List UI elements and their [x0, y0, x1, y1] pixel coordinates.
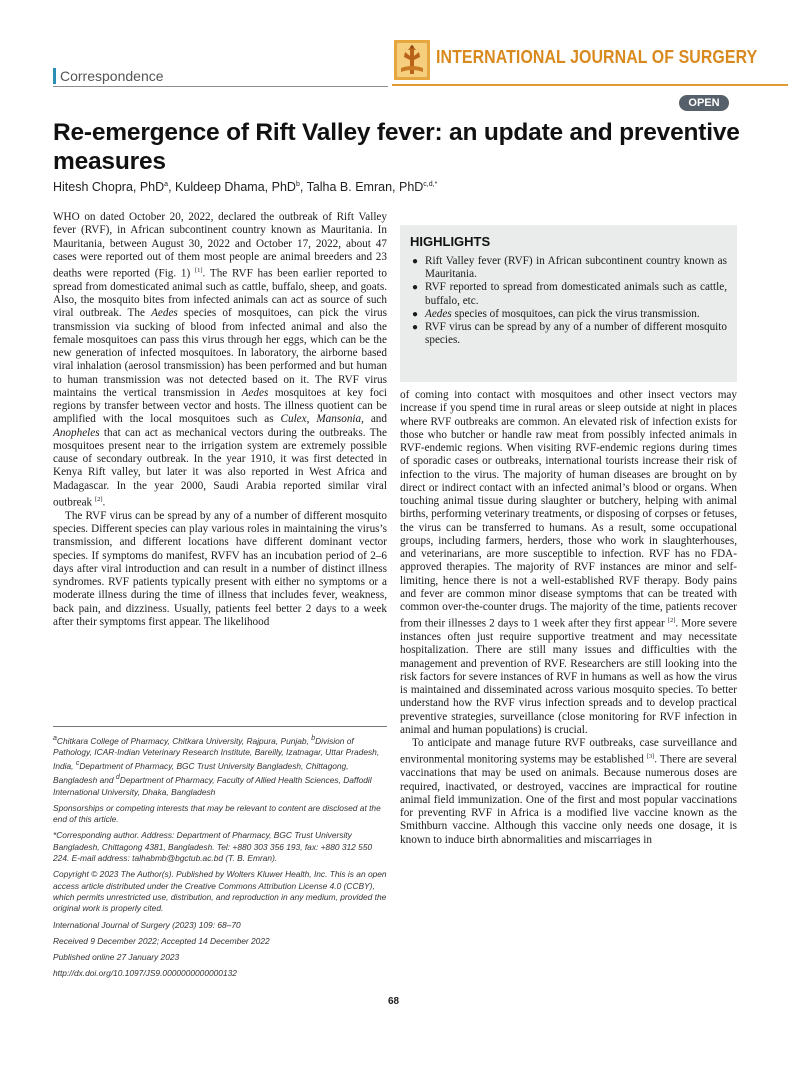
header-rule [392, 84, 788, 86]
text-run: The RVF virus can be spread by any of a number of different mosquito species. Different species can play various roles in maintaining the virus’s transmission, and different locations have different dominant vector species. If symptoms do manifest, RVFV has an incubation period of 2–6 days after viral introduction and can result in a number of distinct illness syndromes. RVF patients typically present with either no symptoms or a moderate illness during the time of illness that includes fever, weakness, back pain, and dizziness. Usually, patients feel better 2 days to a week after their symptoms first appear. The likelihood [53, 509, 387, 628]
text-run: . More severe instances often just require supportive treatment and may necessitate hospitalization. There are still many issues and difficulties with the management and prevention of RVF. Researchers are still looking into the risk factors for severe instances of RVF in humans as well as how the virus is maintained and disseminated across various mosquito species. To better understand how the RVF virus infection spreads and to develop practical preventive strategies, surveillance (close monitoring for RVF infection in animal and human populations) is crucial. [400, 617, 737, 736]
citation-ref[interactable]: a [53, 735, 57, 742]
author-name: Hitesh Chopra, PhD [53, 180, 165, 194]
footnote-rule [53, 726, 387, 727]
author-name: Kuldeep Dhama, PhD [175, 180, 296, 194]
highlight-text: Rift Valley fever (RVF) in African subcontinent country known as Mauritania. [425, 255, 727, 281]
bullet-icon: ● [412, 308, 419, 320]
body-paragraph [400, 737, 737, 847]
citation-ref[interactable]: [2] [667, 617, 676, 625]
author-affiliation-mark: a [164, 180, 169, 188]
text-run: , [306, 413, 317, 426]
text-run: Department of Pharmacy, BGC Trust University Bangladesh, Chittagong, Bangladesh and [53, 761, 349, 786]
article-title: Re-emergence of Rift Valley fever: an update and preventive measures [53, 119, 740, 175]
sponsorship-note: Sponsorships or competing interests that may be relevant to content are disclosed at the end of this article. [53, 802, 381, 825]
section-label: Correspondence [60, 68, 164, 84]
text-run: . [102, 496, 106, 509]
highlights-box [400, 225, 737, 382]
received-line: Received 9 December 2022; Accepted 14 December 2022 [53, 935, 270, 946]
text-run: that can act as mechanical vectors during the outbreaks. The mosquitoes present near to the irrigation system are extremely possible cause of secondary outbreak. In the year 1910, it was first detected in Kenya Rift valley, but later it was also reported in West Africa and Madagascar. In the year 2000, Saudi Arabia reported similar viral outbreak [53, 426, 387, 509]
text-run: To anticipate and manage future RVF outbreaks, case surveillance and environmental monitoring systems may be established [400, 737, 737, 767]
author-separator: , [299, 180, 307, 194]
author-list [53, 180, 753, 194]
section-accent-bar [53, 68, 56, 84]
italic-term: Aedes [241, 386, 269, 399]
journal-crest-icon [392, 38, 432, 82]
citation-ref[interactable]: [2] [94, 495, 103, 503]
text-run: . The RVF has been earlier reported to spread from domesticated animal such as cattle, buffalo, sheep, and goats. Also, the mosquito bites from infected animals can act as source of such viral outbreak. The [53, 267, 387, 320]
page-number: 68 [388, 996, 400, 1007]
published-line: Published online 27 January 2023 [53, 952, 180, 963]
copyright-note: Copyright © 2023 The Author(s). Published by Wolters Kluwer Health, Inc. This is an open access article distributed under the Creative Commons Attribution License 4.0 (CCBY), which permits unrestricted use, distribution, and reproduction in any medium, provided the original work is properly cited. [53, 869, 387, 914]
bullet-icon: ● [412, 282, 419, 294]
bullet-icon: ● [412, 322, 419, 334]
author-affiliation-mark: b [295, 180, 300, 188]
italic-term: Aedes [425, 307, 452, 320]
citation-ref[interactable]: c [75, 760, 80, 768]
text-run: mosquitoes at key foci regions by transfer between vector and hosts. The illness quotient can be amplified with the local mosquitoes such as [53, 386, 387, 426]
highlight-item [410, 281, 727, 307]
section-rule [53, 86, 388, 87]
author-name: Talha B. Emran, PhD [306, 180, 424, 194]
italic-term: Mansonia [316, 413, 362, 426]
text-run: WHO on dated October 20, 2022, declared the outbreak of Rift Valley fever (RVF), in African subcontinent country known as Mauritania. In Mauritania, between August 30, 2022 and October 17, 2022, about 47 cases were reported out of them most people are animal breeders and 23 deaths were reported (Fig. 1) [53, 211, 387, 280]
body-paragraph [53, 211, 387, 510]
citation-ref[interactable]: [1] [194, 267, 203, 274]
highlights-list [410, 255, 727, 347]
corresponding-author: *Corresponding author. Address: Department of Pharmacy, BGC Trust University Bangladesh, Chittagong 4381, Bangladesh. Tel: +880 303 356 193, fax: +880 312 550 224. E-mail address: talhabmb@bgctub.ac.bd (T. B. Emran). [53, 830, 373, 864]
text-run: species of mosquitoes, can pick the virus transmission via sucking of blood from infected animal and also the female mosquitoes can pass this virus through her eggs, which can be the new generation of infected mosquitoes. In laboratory, the airborne based viral inhalation (aerosol transmission) has been performed and but human to human transmission was not detected based on it. The RVF virus maintains the vertical transmission in [53, 307, 387, 399]
text-run: Division of Pathology, ICAR-Indian Veterinary Research Institute, Bareilly, Izatnagar, Uttar Pradesh, India, [53, 735, 380, 772]
italic-term: Aedes [151, 307, 178, 320]
body-paragraph [400, 389, 737, 737]
journal-name[interactable]: INTERNATIONAL JOURNAL OF SURGERY [436, 46, 758, 67]
italic-term: Culex [280, 413, 307, 426]
body-column-right [400, 389, 737, 847]
highlight-text: species of mosquitoes, can pick the virus transmission. [451, 307, 700, 320]
footnotes [53, 733, 387, 985]
highlight-item [410, 255, 727, 281]
body-paragraph [53, 510, 387, 629]
highlight-text: RVF reported to spread from domesticated animals such as cattle, buffalo, etc. [425, 281, 727, 307]
body-column-left [53, 211, 387, 629]
text-run: of coming into contact with mosquitoes and other insect vectors may increase if you spend time in rural areas or sleep outside at night in places where RVF outbreaks are common. An elevated risk of infection exists for those who butcher or handle raw meat from possibly infected animals in RVF-endemic regions. When visiting RVF-endemic regions during times of sporadic cases or outbreaks, international tourists increase their risk of infection to the virus. The majority of human diseases are brought on by direct or indirect contact with an infected animal’s blood or organs. When touching animal tissue during slaughter or butchery, helping with animal births, performing veterinary treatments, or disposing of corpses or fetuses, the virus can be transferred to humans. As a result, some occupational groups, including farmers, herders, those who work in slaughterhouses, and veterinarians, are more susceptible to infection. RVF has no FDA-approved therapies. The majority of RVF instances are minor and self-limiting, hence there is not a well-established RVF therapy. Body pains and fever are common minor disease symptoms that can be treated with common over-the-counter drugs. The majority of the time, patients recover from their illnesses 2 days to 1 week after they first appear [400, 389, 737, 630]
text-run: Chitkara College of Pharmacy, Chitkara University, Rajpura, Punjab, [56, 735, 312, 746]
highlights-title: HIGHLIGHTS [410, 234, 491, 249]
bullet-icon: ● [412, 256, 419, 267]
highlight-text: RVF virus can be spread by any of a number of different mosquito species. [425, 321, 727, 347]
author-separator: , [168, 180, 176, 194]
citation-ref[interactable]: b [311, 735, 316, 742]
highlight-item [410, 308, 727, 321]
text-run: Department of Pharmacy, Faculty of Allied Health Sciences, Daffodil International University, Dhaka, Bangladesh [53, 775, 372, 797]
highlight-item [410, 321, 727, 347]
citation-ref[interactable]: d [115, 774, 120, 782]
italic-term: Anopheles [53, 426, 100, 439]
open-access-badge: OPEN [679, 95, 729, 111]
doi-link[interactable]: http://dx.doi.org/10.1097/JS9.0000000000000132 [53, 968, 237, 979]
text-run: . There are several vaccinations that may be used on animals. Because numerous doses are required, inactivated, or destroyed, vaccines are impractical for routine animal field immunization. One of the first and most popular vaccinations for preventing RVF in Africa is a modified live vaccine known as the Smithburn vaccine. Although this vaccine only needs one dosage, it is known to induce birth abnormalities and miscarriages in [400, 754, 737, 846]
affiliations [53, 733, 387, 798]
citation-ref[interactable]: [3] [646, 753, 655, 761]
citation-line: International Journal of Surgery (2023) 109: 68–70 [53, 919, 241, 930]
author-affiliation-mark: c,d,* [423, 180, 438, 188]
text-run: , and [361, 413, 387, 426]
